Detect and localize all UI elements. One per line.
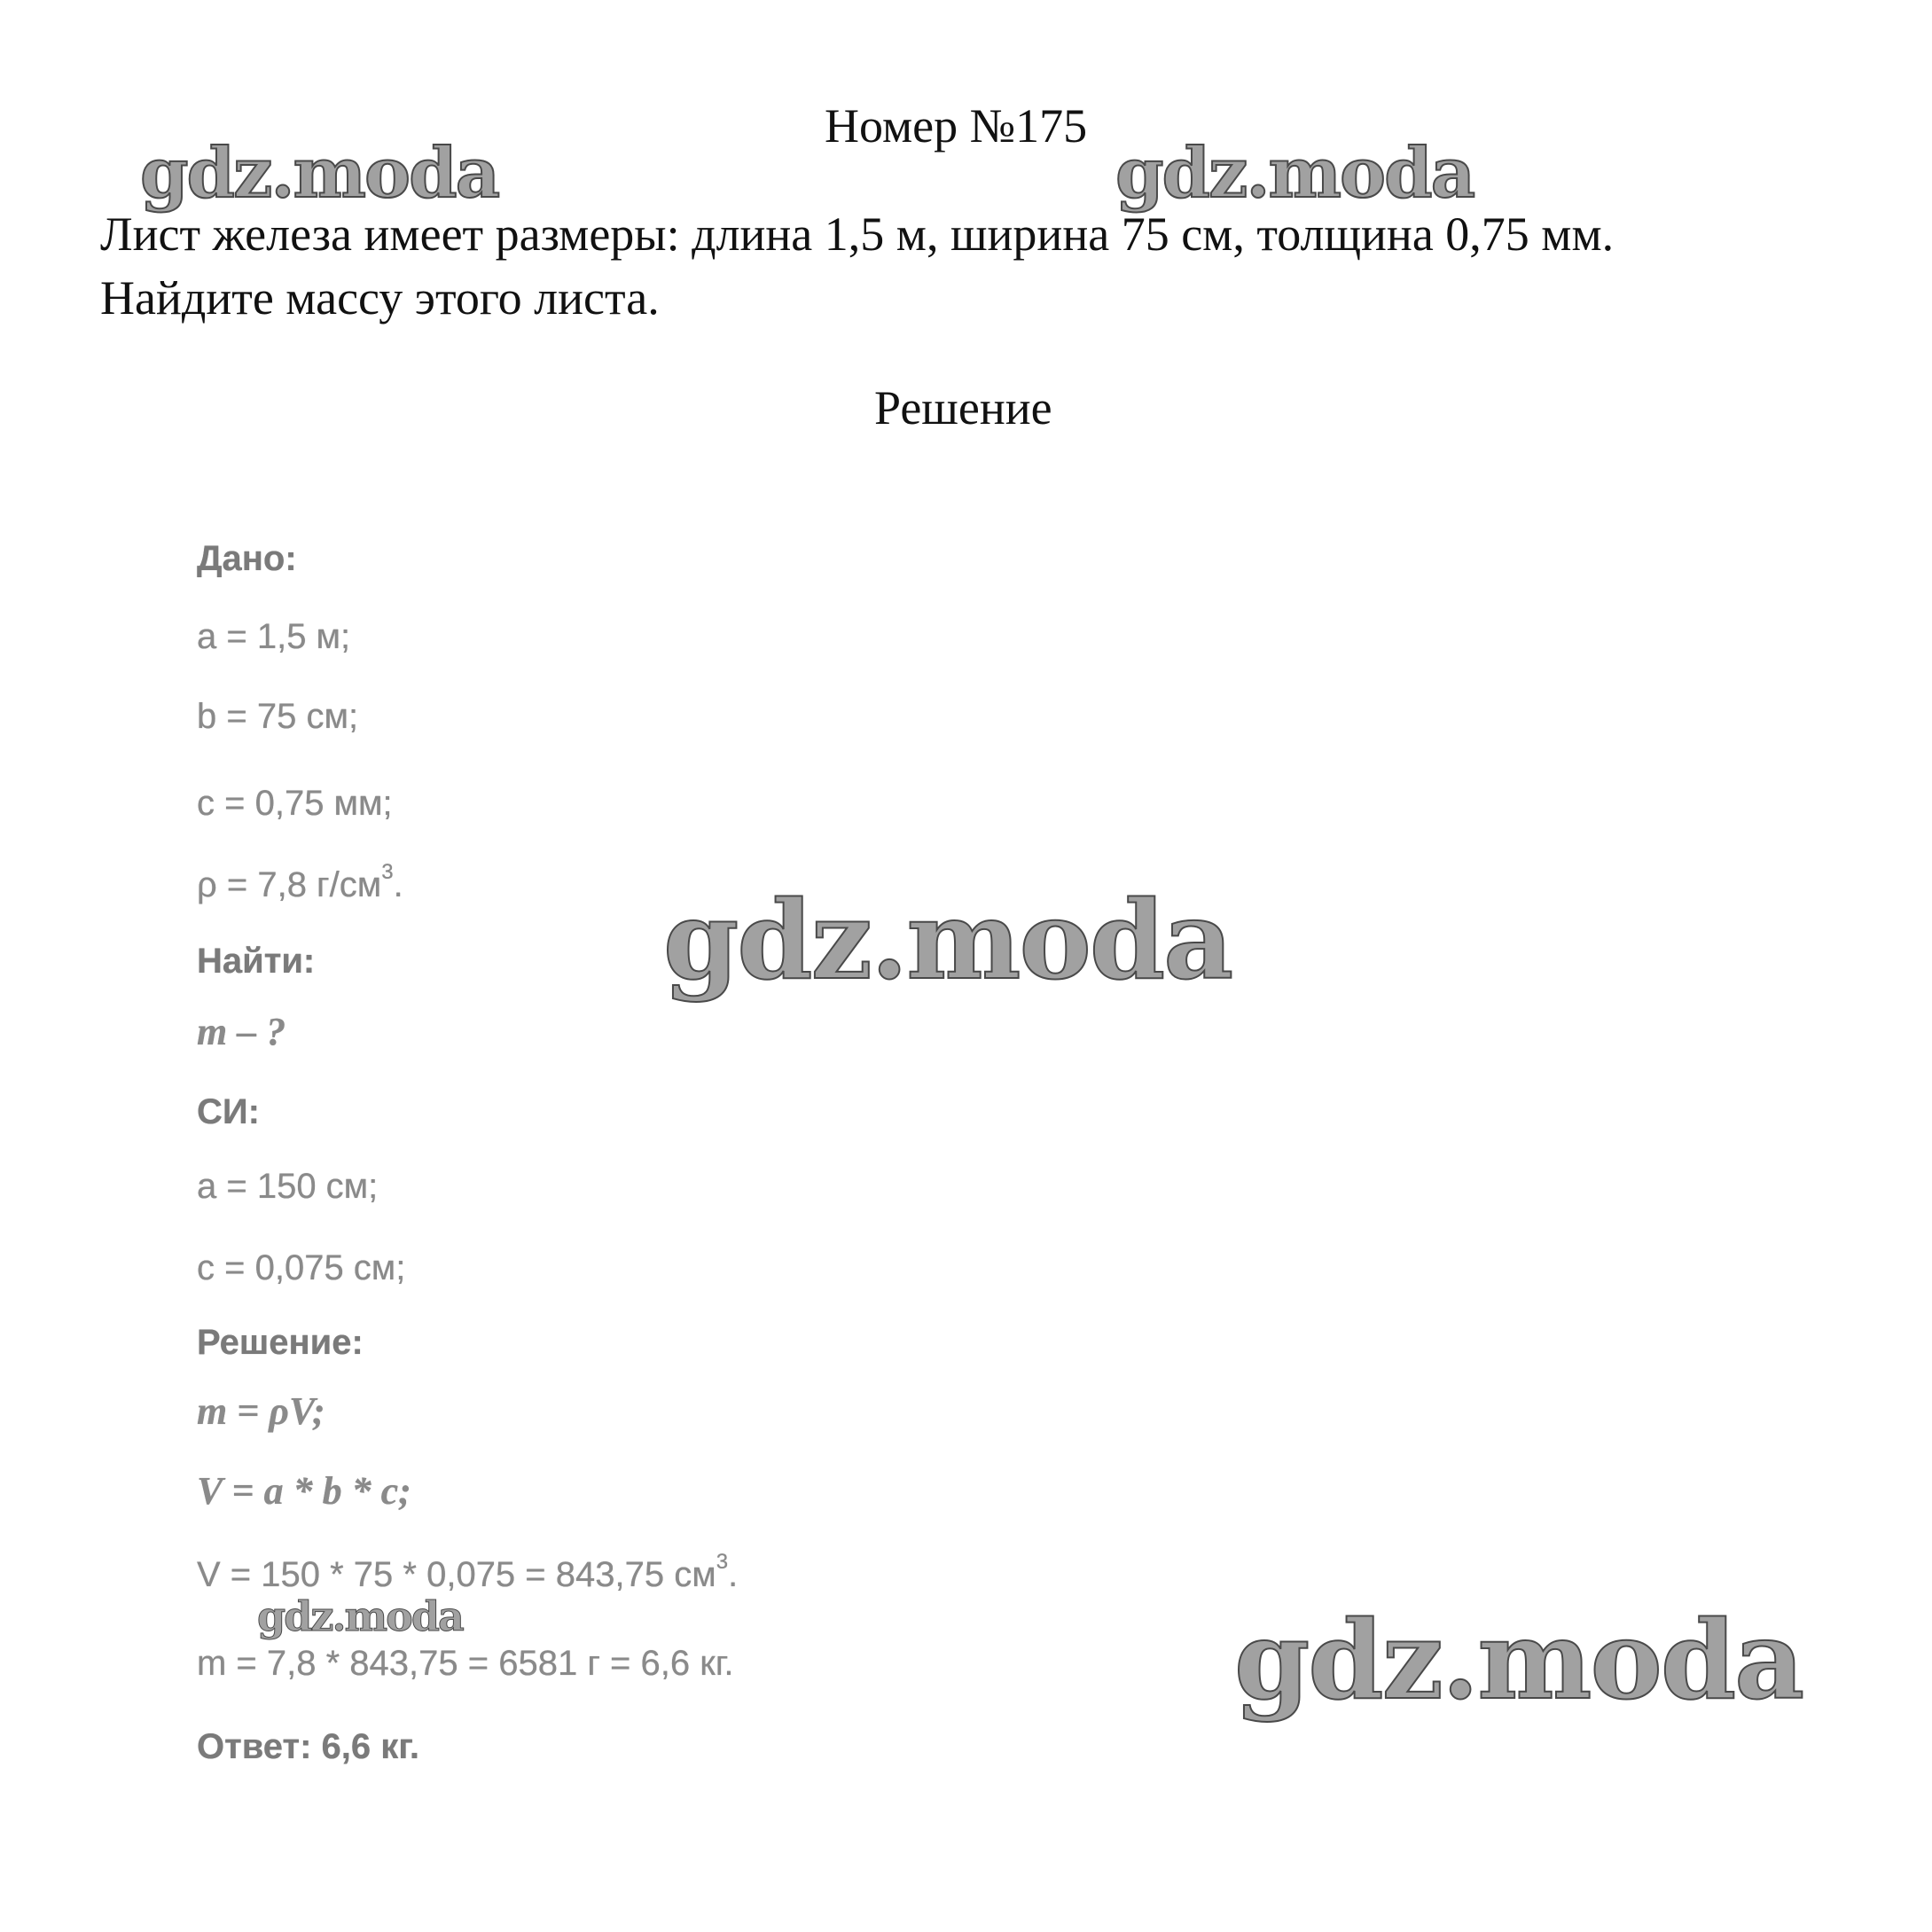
calc-volume-exponent: 3 [716,1550,729,1574]
solution-label: Решение: [197,1323,364,1362]
page-title: Номер №175 [825,99,1088,153]
given-rho [197,860,403,906]
find-value: m – ? [197,1010,286,1053]
si-a: a = 150 см; [197,1167,379,1206]
si-label: СИ: [197,1092,260,1131]
calc-volume-end: . [728,1555,739,1594]
given-a: a = 1,5 м; [197,617,351,656]
calc-mass: m = 7,8 * 843,75 = 6581 г = 6,6 кг. [197,1644,734,1683]
given-c: c = 0,75 мм; [197,784,393,823]
watermark: gdz.moda [140,133,499,214]
given-label: Дано: [197,539,297,578]
si-c: c = 0,075 см; [197,1248,406,1287]
given-rho-exponent: 3 [381,860,394,884]
formula-mass: m = ρV; [197,1389,325,1433]
answer: Ответ: 6,6 кг. [197,1727,420,1766]
problem-text-line-1: Лист железа имеет размеры: длина 1,5 м, ширина 75 см, толщина 0,75 мм. [100,207,1615,261]
problem-text-line-2: Найдите массу этого листа. [100,271,660,325]
watermark: gdz.moda [1115,133,1474,214]
calc-volume [197,1550,739,1596]
watermark: gdz.moda [257,1592,463,1640]
calc-volume-text: V = 150 * 75 * 0,075 = 843,75 см [197,1555,716,1594]
watermark: gdz.moda [663,876,1232,1004]
given-rho-end: . [393,865,403,904]
solution-heading: Решение [874,381,1052,434]
watermark: gdz.moda [1234,1596,1803,1724]
formula-volume: V = a * b * c; [197,1469,411,1513]
given-b: b = 75 см; [197,697,359,736]
find-label: Найти: [197,942,316,981]
given-rho-text: ρ = 7,8 г/см [197,865,382,904]
